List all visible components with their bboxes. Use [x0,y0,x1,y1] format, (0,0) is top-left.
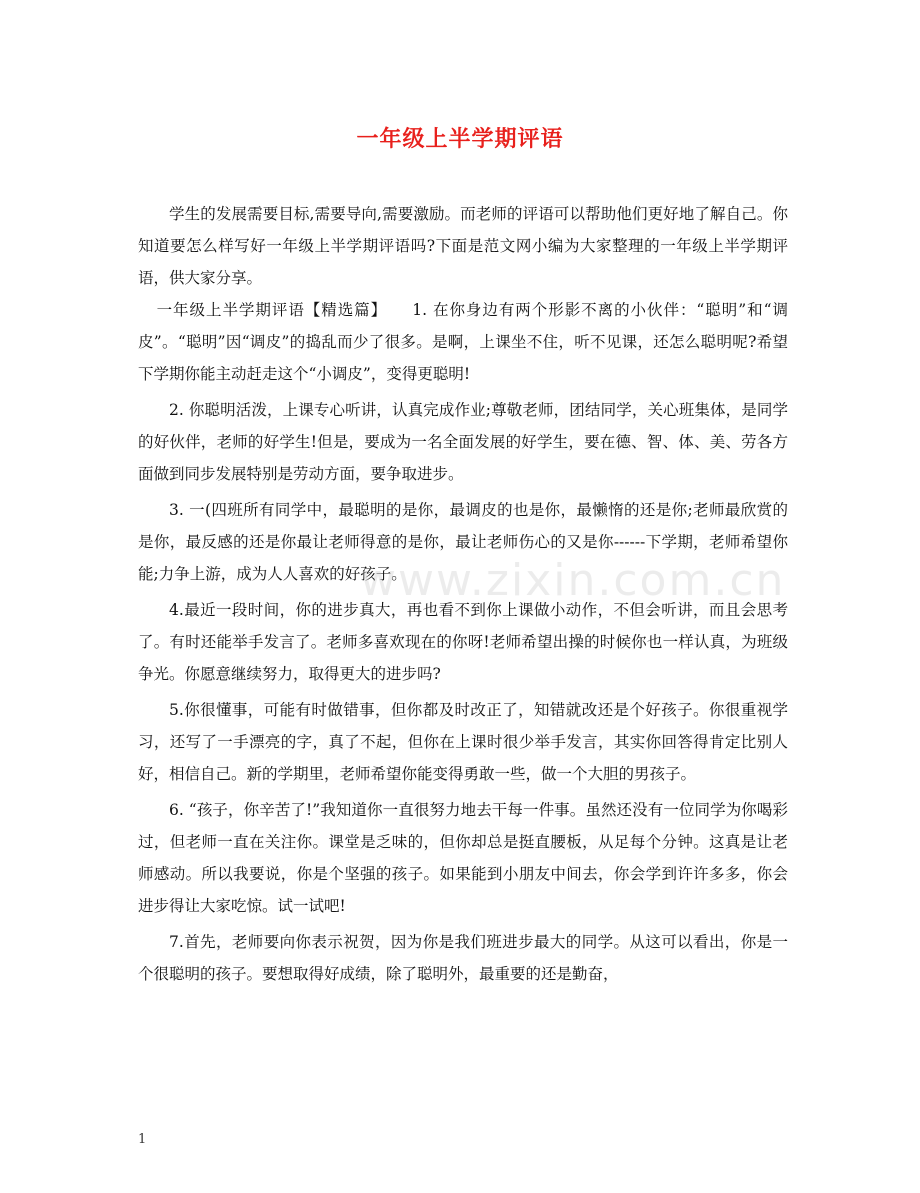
paragraph-7: 7.首先，老师要向你表示祝贺，因为你是我们班进步最大的同学。从这可以看出，你是一个很聪明的孩子。要想取得好成绩，除了聪明外，最重要的还是勤奋， [138,933,788,983]
paragraph-5: 5.你很懂事，可能有时做错事，但你都及时改正了，知错就改还是个好孩子。你很重视学习，还写了一手漂亮的字，真了不起，但你在上课时很少举手发言，其实你回答得肯定比别人好，相信自己。新的学期里，老师希望你能变得勇敢一些，做一个大胆的男孩子。 [138,701,788,783]
paragraph-4: 4.最近一段时间，你的进步真大，再也看不到你上课做小动作，不但会听讲，而且会思考了。有时还能举手发言了。老师多喜欢现在的你呀!老师希望出操的时候你也一样认真，为班级争光。你愿意继续努力，取得更大的进步吗? [138,601,788,683]
document-body [138,198,788,994]
watermark: www.zixin.com.cn [360,555,786,606]
page-number: 1 [138,1132,147,1147]
intro-paragraph: 学生的发展需要目标,需要导向,需要激励。而老师的评语可以帮助他们更好地了解自己。你知道要怎么样写好一年级上半学期评语吗?下面是范文网小编为大家整理的一年级上半学期评语，供大家分享。 [138,205,788,287]
paragraph-6: 6. “孩子，你辛苦了!”我知道你一直很努力地去干每一件事。虽然还没有一位同学为你喝彩过，但老师一直在关注你。课堂是乏味的，但你却总是挺直腰板，从足每个分钟。这真是让老师感动。所以我要说，你是个坚强的孩子。如果能到小朋友中间去，你会学到许许多多，你会进步得让大家吃惊。试一试吧! [138,801,788,915]
paragraph-3: 3. 一(四班所有同学中，最聪明的是你，最调皮的也是你，最懒惰的还是你;老师最欣赏的是你，最反感的还是你最让老师得意的是你，最让老师伤心的又是你------下学期，老师希望你能;力争上游，成为人人喜欢的好孩子。 [138,501,788,583]
paragraph-1: 一年级上半学期评语【精选篇】 1. 在你身边有两个形影不离的小伙伴：“聪明”和“调皮”。“聪明”因“调皮”的捣乱而少了很多。是啊，上课坐不住，听不见课，还怎么聪明呢?希望下学期你能主动赶走这个“小调皮”，变得更聪明! [138,301,788,383]
document-title: 一年级上半学期评语 [356,126,564,152]
paragraph-2: 2. 你聪明活泼，上课专心听讲，认真完成作业;尊敬老师，团结同学，关心班集体，是同学的好伙伴，老师的好学生!但是，要成为一名全面发展的好学生，要在德、智、体、美、劳各方面做到同步发展特别是劳动方面，要争取进步。 [138,401,788,483]
